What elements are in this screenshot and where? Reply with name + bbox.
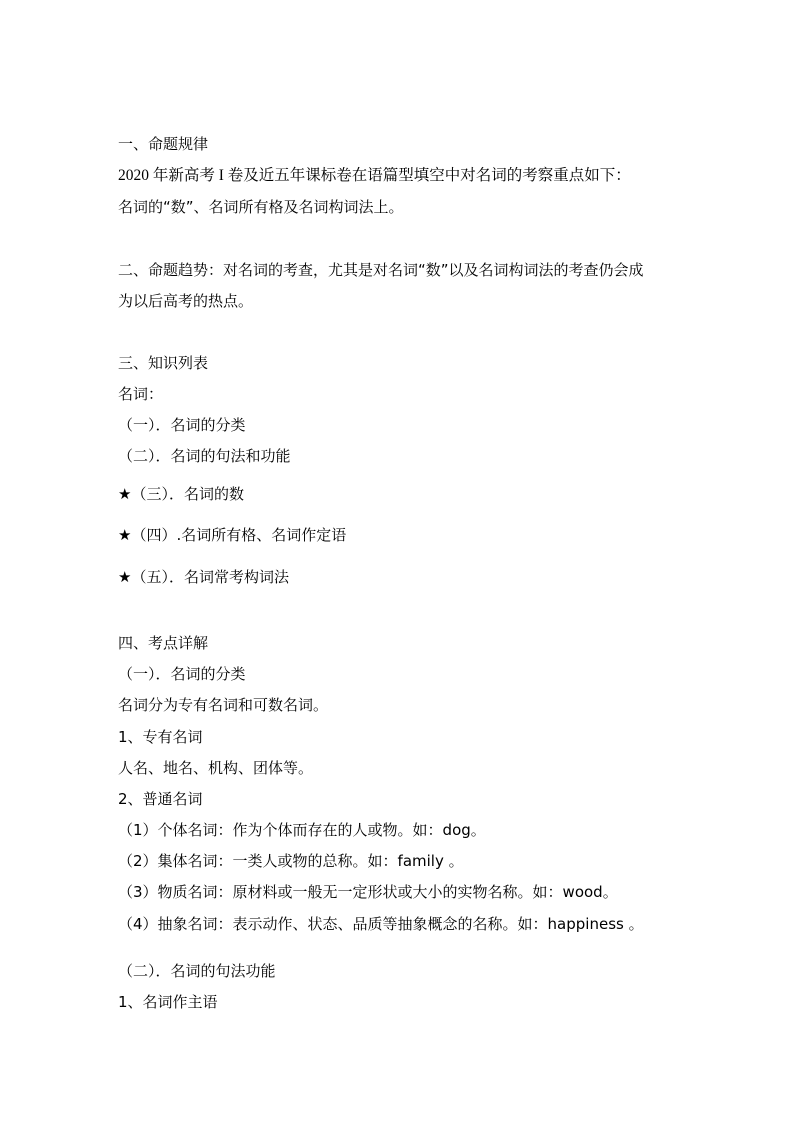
section1-line2: 名词的“数”、名词所有格及名词构词法上。 [118,198,404,216]
section3-heading: 三、知识列表 [118,354,209,372]
section1-heading: 一、命题规律 [118,135,209,153]
section3-label: 名词： [118,385,164,403]
toc-item: （二）．名词的句法和功能 [118,447,291,465]
noun-type-item: （2）集体名词：一类人或物的总称。如：family 。 [118,852,464,870]
section1-line1: 2020 年新高考 I 卷及近五年课标卷在语篇型填空中对名词的考察重点如下： [118,167,631,184]
point1-title: 1、专有名词 [118,728,203,746]
point2-title: 2、普通名词 [118,790,203,808]
section4-sub1: （一）．名词的分类 [118,665,246,683]
section4-heading: 四、考点详解 [118,634,209,652]
noun-type-item: （4）抽象名词：表示动作、状态、品质等抽象概念的名称。如：happiness 。 [118,915,644,933]
section4-sub2-p1: 1、名词作主语 [118,993,218,1011]
toc-item: ★（四）.名词所有格、名词作定语 [118,526,347,544]
toc-item: ★（五）．名词常考构词法 [118,568,289,586]
section4-intro: 名词分为专有名词和可数名词。 [118,696,329,714]
noun-type-item: （1）个体名词：作为个体而存在的人或物。如：dog。 [118,821,486,839]
noun-type-item: （3）物质名词：原材料或一般无一定形状或大小的实物名称。如：wood。 [118,883,618,901]
toc-item: （一）．名词的分类 [118,416,246,434]
toc-item: ★（三）．名词的数 [118,485,244,503]
section2-line1: 二、命题趋势：对名词的考查，尤其是对名词“数”以及名词构词法的考查仍会成 [118,261,644,279]
section2-line2: 为以后高考的热点。 [118,292,254,310]
point1-text: 人名、地名、机构、团体等。 [118,759,314,777]
section4-sub2: （二）．名词的句法功能 [118,962,276,980]
